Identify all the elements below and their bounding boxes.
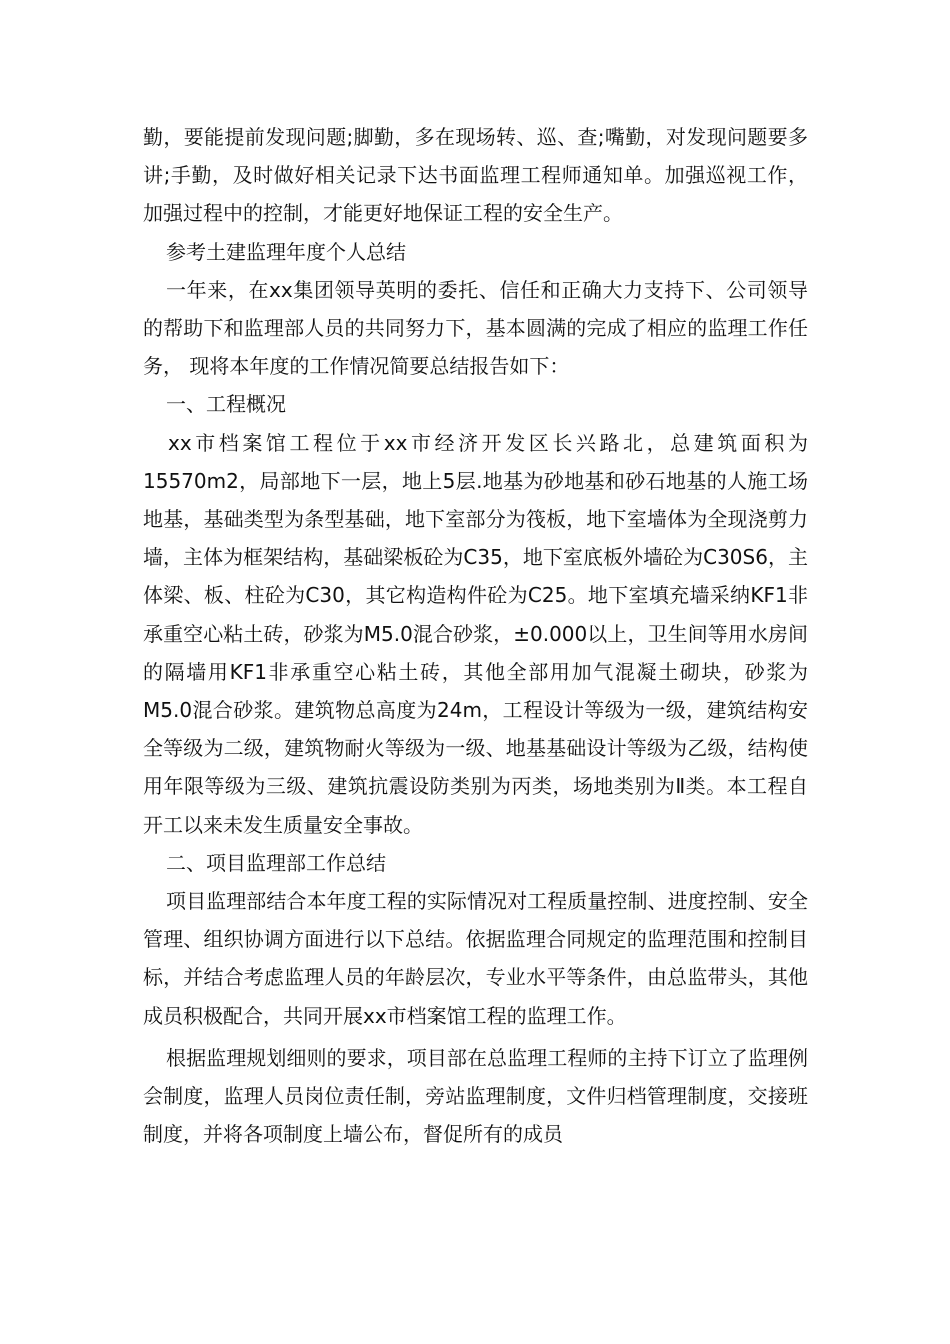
- heading-project-overview: 一、工程概况: [166, 392, 286, 417]
- heading-department-summary: 二、项目监理部工作总结: [166, 850, 386, 875]
- document-body: [143, 118, 808, 1153]
- section-title: 参考土建监理年度个人总结: [166, 239, 406, 264]
- paragraph-continuation: 勤，要能提前发现问题;脚勤，多在现场转、巡、查;嘴勤，对发现问题要多讲;手勤，及时做好相关记录下达书面监理工程师通知单。加强巡视工作，加强过程中的控制，才能更好地保证工程的安全生产。: [143, 125, 808, 226]
- paragraph-department-summary: 项目监理部结合本年度工程的实际情况对工程质量控制、进度控制、安全管理、组织协调方面进行以下总结。依据监理合同规定的监理范围和控制目标，并结合考虑监理人员的年龄层次，专业水平等条件，由总监带头，其他成员积极配合，共同开展xx市档案馆工程的监理工作。: [143, 889, 808, 1028]
- paragraph-intro: 一年来，在xx集团领导英明的委托、信任和正确大力支持下、公司领导的帮助下和监理部人员的共同努力下，基本圆满的完成了相应的监理工作任务， 现将本年度的工作情况简要总结报告如下：: [143, 277, 808, 379]
- paragraph-regulations: 根据监理规划细则的要求，项目部在总监理工程师的主持下订立了监理例会制度，监理人员岗位责任制，旁站监理制度，文件归档管理制度，交接班制度，并将各项制度上墙公布，督促所有的成员: [143, 1045, 808, 1147]
- paragraph-project-overview: xx市档案馆工程位于xx市经济开发区长兴路北，总建筑面积为15570m2，局部地下一层，地上5层.地基为砂地基和砂石地基的人施工场地基，基础类型为条型基础，地下室部分为筏板，地下室墙体为全现浇剪力墙，主体为框架结构，基础梁板砼为C35，地下室底板外墙砼为C30S6，主体梁、板、柱砼为C30，其它构造构件砼为C25。地下室填充墙采纳KF1非承重空心粘土砖，砂浆为M5.0混合砂浆，±0.000以上，卫生间等用水房间的隔墙用KF1非承重空心粘土砖，其他全部用加气混凝土砌块，砂浆为M5.0混合砂浆。建筑物总高度为24m，工程设计等级为一级，建筑结构安全等级为二级，建筑物耐火等级为一级、地基基础设计等级为乙级，结构使用年限等级为三级、建筑抗震设防类别为丙类，场地类别为Ⅱ类。本工程自开工以来未发生质量安全事故。: [143, 430, 808, 837]
